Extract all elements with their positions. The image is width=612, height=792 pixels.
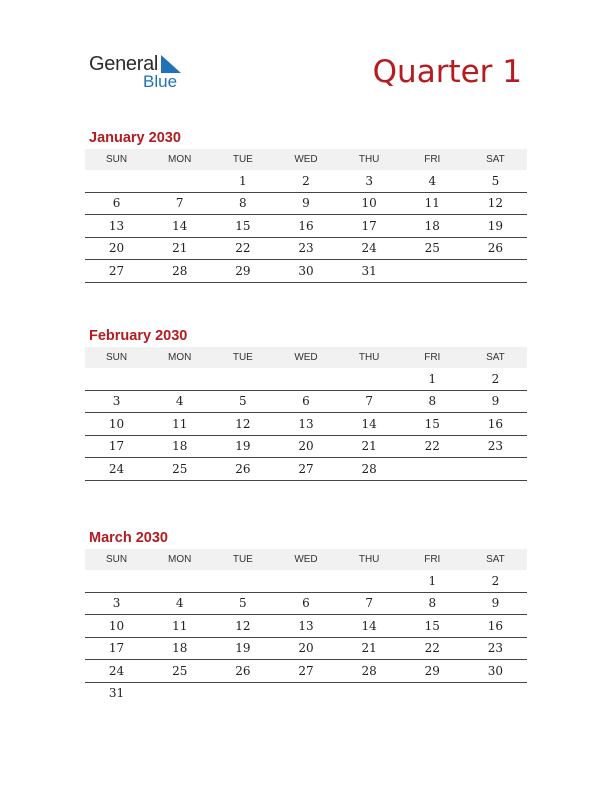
- day-cell: [464, 682, 527, 704]
- day-cell: [274, 368, 337, 390]
- day-cell: 20: [85, 237, 148, 260]
- day-cell: [211, 570, 274, 592]
- day-cell: 3: [85, 592, 148, 615]
- day-cell: 15: [211, 215, 274, 238]
- calendar-table: [85, 549, 527, 704]
- day-cell: 8: [211, 192, 274, 215]
- weekday-header: FRI: [401, 347, 464, 368]
- day-cell: 18: [148, 637, 211, 660]
- week-row: [85, 637, 527, 660]
- day-cell: 6: [85, 192, 148, 215]
- week-row: [85, 592, 527, 615]
- weekday-header: SAT: [464, 149, 527, 170]
- day-cell: 12: [211, 615, 274, 638]
- day-cell: 12: [211, 413, 274, 436]
- day-cell: 1: [211, 170, 274, 192]
- day-cell: 2: [464, 570, 527, 592]
- day-cell: 14: [338, 615, 401, 638]
- day-cell: 17: [338, 215, 401, 238]
- logo-triangle-icon: [161, 55, 181, 73]
- week-row: [85, 435, 527, 458]
- day-cell: 30: [274, 260, 337, 283]
- day-cell: 2: [274, 170, 337, 192]
- day-cell: 15: [401, 413, 464, 436]
- month-title: March 2030: [89, 530, 168, 546]
- day-cell: 1: [401, 570, 464, 592]
- day-cell: 27: [85, 260, 148, 283]
- day-cell: 31: [338, 260, 401, 283]
- day-cell: 4: [148, 390, 211, 413]
- day-cell: 5: [211, 390, 274, 413]
- weekday-header: SAT: [464, 549, 527, 570]
- day-cell: 17: [85, 637, 148, 660]
- day-cell: 10: [85, 413, 148, 436]
- page-title: Quarter 1: [372, 54, 522, 90]
- weekday-header: SUN: [85, 347, 148, 368]
- weekday-header: WED: [274, 549, 337, 570]
- weekday-header: FRI: [401, 149, 464, 170]
- weekday-header: SAT: [464, 347, 527, 368]
- day-cell: [464, 260, 527, 283]
- week-row: [85, 615, 527, 638]
- day-cell: 1: [401, 368, 464, 390]
- week-row: [85, 215, 527, 238]
- day-cell: 23: [464, 435, 527, 458]
- day-cell: [148, 368, 211, 390]
- day-cell: 3: [338, 170, 401, 192]
- day-cell: 28: [338, 458, 401, 481]
- day-cell: [338, 570, 401, 592]
- day-cell: 21: [338, 637, 401, 660]
- day-cell: 30: [464, 660, 527, 683]
- day-cell: 27: [274, 660, 337, 683]
- day-cell: 7: [338, 390, 401, 413]
- day-cell: 14: [338, 413, 401, 436]
- day-cell: 5: [211, 592, 274, 615]
- day-cell: 11: [401, 192, 464, 215]
- day-cell: 20: [274, 435, 337, 458]
- week-row: [85, 170, 527, 192]
- day-cell: 10: [85, 615, 148, 638]
- day-cell: 26: [211, 458, 274, 481]
- month-title: January 2030: [89, 130, 181, 146]
- day-cell: 22: [401, 435, 464, 458]
- weekday-header: TUE: [211, 347, 274, 368]
- day-cell: 31: [108, 686, 125, 701]
- weekday-header: TUE: [211, 149, 274, 170]
- week-row: [85, 413, 527, 436]
- day-cell: [148, 170, 211, 192]
- day-cell: [274, 682, 337, 704]
- day-cell: 24: [85, 458, 148, 481]
- day-cell: 19: [211, 435, 274, 458]
- day-cell: 11: [148, 615, 211, 638]
- logo-blue-text: Blue: [143, 72, 178, 91]
- day-cell: 29: [401, 660, 464, 683]
- day-cell: [211, 368, 274, 390]
- weekday-header: TUE: [211, 549, 274, 570]
- day-cell: 21: [338, 435, 401, 458]
- day-cell: [148, 570, 211, 592]
- day-cell: 23: [464, 637, 527, 660]
- day-cell: 11: [148, 413, 211, 436]
- day-cell: 13: [274, 413, 337, 436]
- week-row: [85, 390, 527, 413]
- month-january: [85, 128, 527, 283]
- month-march: [85, 528, 527, 704]
- day-cell: 7: [338, 592, 401, 615]
- day-cell: 28: [148, 260, 211, 283]
- day-cell: [401, 682, 464, 704]
- week-row: [85, 237, 527, 260]
- day-cell: [85, 368, 148, 390]
- calendar-table: [85, 149, 527, 283]
- day-cell: [85, 570, 148, 592]
- day-cell: 16: [464, 413, 527, 436]
- logo-general-text: General: [89, 53, 159, 75]
- day-cell: 13: [274, 615, 337, 638]
- day-cell: 22: [401, 637, 464, 660]
- day-cell: 24: [338, 237, 401, 260]
- day-cell: 9: [464, 390, 527, 413]
- day-cell: 8: [401, 592, 464, 615]
- day-cell: [211, 682, 274, 704]
- weekday-header: THU: [338, 347, 401, 368]
- day-cell: 5: [464, 170, 527, 192]
- day-cell: 4: [148, 592, 211, 615]
- day-cell: 18: [148, 435, 211, 458]
- day-cell: 19: [464, 215, 527, 238]
- calendar-table: [85, 347, 527, 481]
- day-cell: 24: [85, 660, 148, 683]
- day-cell: 14: [148, 215, 211, 238]
- day-cell: [464, 458, 527, 481]
- weekday-header: THU: [338, 149, 401, 170]
- week-row: [85, 260, 527, 283]
- day-cell: 6: [274, 592, 337, 615]
- day-cell: 23: [274, 237, 337, 260]
- weekday-header: MON: [148, 149, 211, 170]
- day-cell: 6: [274, 390, 337, 413]
- day-cell: [274, 570, 337, 592]
- day-cell: 12: [464, 192, 527, 215]
- day-cell: [85, 170, 148, 192]
- week-row: [85, 458, 527, 481]
- weekday-header: WED: [274, 149, 337, 170]
- weekday-header: MON: [148, 347, 211, 368]
- day-cell: 21: [148, 237, 211, 260]
- day-cell: 4: [401, 170, 464, 192]
- day-cell: 26: [464, 237, 527, 260]
- day-cell: 13: [85, 215, 148, 238]
- day-cell: 26: [211, 660, 274, 683]
- day-cell: 10: [338, 192, 401, 215]
- day-cell: 27: [274, 458, 337, 481]
- day-cell: 29: [211, 260, 274, 283]
- week-row: [85, 660, 527, 683]
- weekday-header: FRI: [401, 549, 464, 570]
- day-cell: 2: [464, 368, 527, 390]
- day-cell: 9: [274, 192, 337, 215]
- day-cell: 16: [274, 215, 337, 238]
- day-cell: 8: [401, 390, 464, 413]
- day-cell: [338, 682, 401, 704]
- weekday-header: SUN: [85, 149, 148, 170]
- week-row: [85, 368, 527, 390]
- day-cell: 19: [211, 637, 274, 660]
- day-cell: [338, 368, 401, 390]
- week-row: [85, 192, 527, 215]
- month-title: February 2030: [89, 328, 188, 344]
- day-cell: [401, 458, 464, 481]
- week-row: [85, 570, 527, 592]
- day-cell: 25: [401, 237, 464, 260]
- day-cell: 17: [85, 435, 148, 458]
- day-cell: 3: [85, 390, 148, 413]
- weekday-header: SUN: [85, 549, 148, 570]
- weekday-header: WED: [274, 347, 337, 368]
- day-cell: 9: [464, 592, 527, 615]
- day-cell: [148, 682, 211, 704]
- day-cell: 7: [148, 192, 211, 215]
- day-cell: 25: [148, 660, 211, 683]
- week-row: [85, 682, 527, 704]
- day-cell: [401, 260, 464, 283]
- day-cell: 25: [148, 458, 211, 481]
- day-cell: 15: [401, 615, 464, 638]
- weekday-header: THU: [338, 549, 401, 570]
- day-cell: 18: [401, 215, 464, 238]
- weekday-header: MON: [148, 549, 211, 570]
- day-cell: 16: [464, 615, 527, 638]
- day-cell: 28: [338, 660, 401, 683]
- month-february: [85, 326, 527, 481]
- logo: [89, 53, 199, 93]
- day-cell: 22: [211, 237, 274, 260]
- day-cell: 20: [274, 637, 337, 660]
